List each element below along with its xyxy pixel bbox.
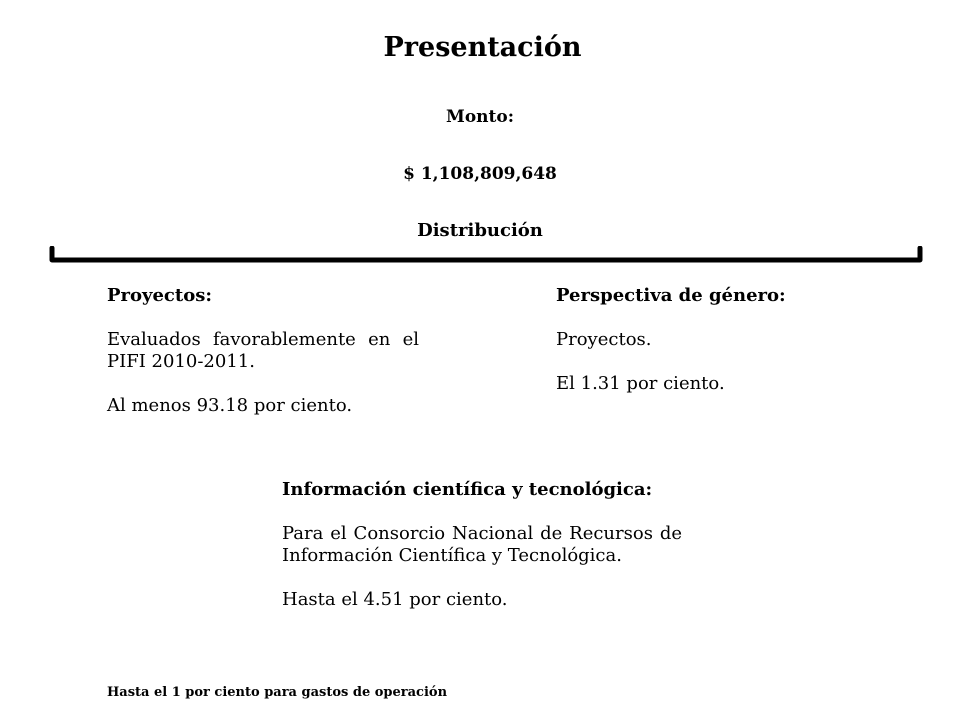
- distribucion-label: Distribución: [417, 220, 543, 241]
- monto-value: $ 1,108,809,648: [403, 164, 557, 184]
- page-title: Presentación: [383, 32, 582, 63]
- proyectos-percentage: Al menos 93.18 por ciento.: [107, 395, 353, 416]
- footer-note: Hasta el 1 por ciento para gastos de operación: [107, 685, 448, 700]
- proyectos-heading: Proyectos:: [107, 285, 212, 306]
- proyectos-section: [107, 285, 419, 417]
- genero-description: Proyectos.: [556, 329, 652, 350]
- genero-percentage: El 1.31 por ciento.: [556, 373, 725, 394]
- informacion-description: Para el Consorcio Nacional de Recursos de Información Científica y Tecnológica.: [282, 523, 682, 566]
- monto-label: Monto:: [446, 107, 514, 127]
- proyectos-description: Evaluados favorablemente en el PIFI 2010-2011.: [107, 329, 419, 372]
- distribution-bracket: [48, 246, 924, 264]
- informacion-percentage: Hasta el 4.51 por ciento.: [282, 589, 508, 610]
- genero-heading: Perspectiva de género:: [556, 285, 786, 306]
- informacion-heading: Información científica y tecnológica:: [282, 479, 653, 500]
- informacion-section: [282, 479, 682, 611]
- genero-section: [556, 285, 876, 395]
